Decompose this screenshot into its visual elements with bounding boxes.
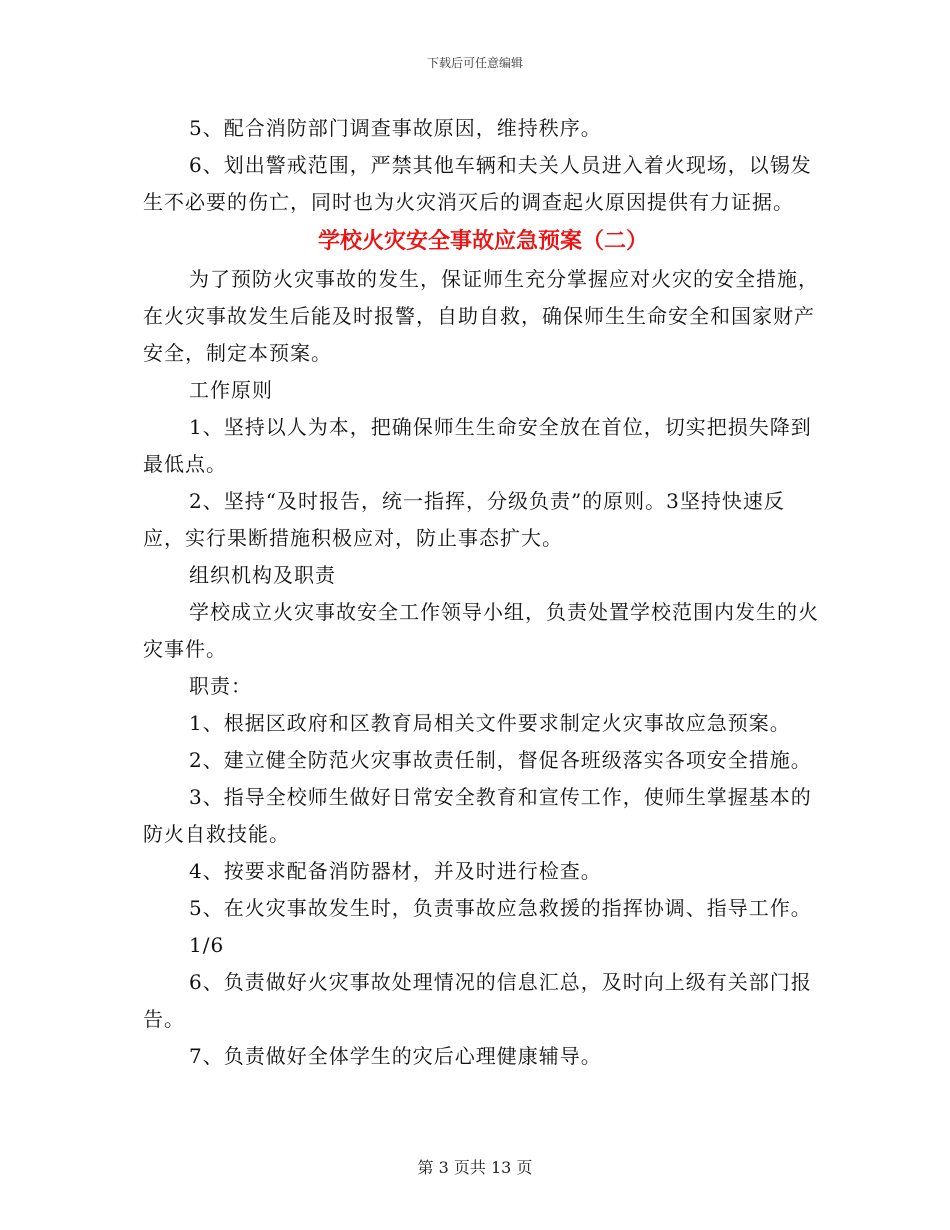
document-title: 学校火灾安全事故应急预案（二） bbox=[317, 228, 648, 254]
paragraph-item-5: 5、配合消防部门调查事故原因，维持秩序。 bbox=[189, 116, 602, 140]
org-paragraph: 学校成立火灾事故安全工作领导小组，负责处置学校范围内发生的火灾事件。 bbox=[143, 600, 819, 661]
duty-7: 7、负责做好全体学生的灾后心理健康辅导。 bbox=[189, 1044, 602, 1068]
principle-1: 1、坚持以人为本，把确保师生生命安全放在首位，切实把损失降到最低点。 bbox=[143, 415, 812, 476]
duty-4: 4、按要求配备消防器材，并及时进行检查。 bbox=[189, 859, 602, 883]
document-body bbox=[143, 110, 823, 1075]
duty-1: 1、根据区政府和区教育局相关文件要求制定火灾事故应急预案。 bbox=[189, 711, 791, 735]
duty-2: 2、建立健全防范火灾事故责任制，督促各班级落实各项安全措施。 bbox=[189, 748, 812, 772]
paragraph-item-6: 6、划出警戒范围，严禁其他车辆和夫关人员进入着火现场，以锡发生不必要的伤亡，同时也为火灾消灭后的调查起火原因提供有力证据。 bbox=[143, 153, 812, 214]
duty-6: 6、负责做好火灾事故处理情况的信息汇总，及时向上级有关部门报告。 bbox=[143, 970, 812, 1031]
header-note: 下载后可任意编辑 bbox=[426, 56, 523, 70]
principles-heading: 工作原则 bbox=[189, 378, 273, 402]
page-marker: 1/6 bbox=[189, 933, 225, 957]
org-heading: 组织机构及职责 bbox=[189, 563, 336, 587]
principle-2: 2、坚持“及时报告，统一指挥，分级负责”的原则。3坚持快速反应，实行果断措施积极应对，防止事态扩大。 bbox=[143, 489, 785, 550]
intro-paragraph: 为了预防火灾事故的发生，保证师生充分掌握应对火灾的安全措施，在火灾事故发生后能及时报警，自助自救，确保师生生命安全和国家财产安全，制定本预案。 bbox=[143, 267, 819, 365]
page-footer: 第 3 页共 13 页 bbox=[417, 1158, 533, 1177]
duty-3: 3、指导全校师生做好日常安全教育和宣传工作，使师生掌握基本的防火自救技能。 bbox=[143, 785, 812, 846]
duty-5: 5、在火灾事故发生时，负责事故应急救援的指挥协调、指导工作。 bbox=[189, 896, 812, 920]
duties-heading: 职责： bbox=[189, 674, 252, 698]
